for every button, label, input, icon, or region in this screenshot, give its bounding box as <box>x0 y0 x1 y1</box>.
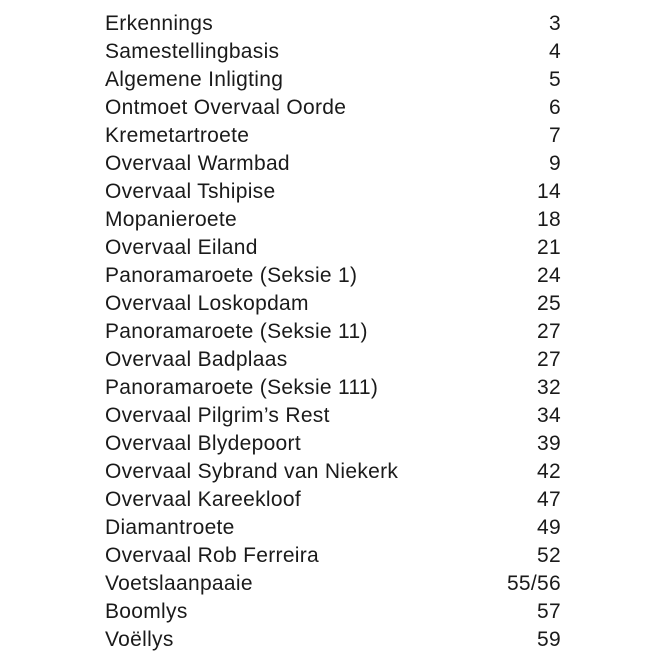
toc-entry-page: 6 <box>549 96 561 119</box>
toc-entry <box>105 234 565 262</box>
toc-entry-title: Voëllys <box>105 628 174 651</box>
toc-entry <box>105 94 565 122</box>
toc-entry <box>105 346 565 374</box>
toc-entry-title: Algemene Inligting <box>105 68 284 91</box>
toc-entry-page: 42 <box>537 460 561 483</box>
toc-entry-title: Ontmoet Overvaal Oorde <box>105 96 347 119</box>
toc-entry <box>105 262 565 290</box>
toc-entry <box>105 206 565 234</box>
toc-entry <box>105 402 565 430</box>
toc-entry-page: 32 <box>537 376 561 399</box>
toc-entry <box>105 290 565 318</box>
toc-entry-page: 47 <box>537 488 561 511</box>
toc-entry-page: 49 <box>537 516 561 539</box>
toc-entry <box>105 374 565 402</box>
toc-entry-page: 18 <box>537 208 561 231</box>
toc-entry-title: Voetslaanpaaie <box>105 572 253 595</box>
toc-entry-title: Panoramaroete (Seksie 1) <box>105 264 358 287</box>
toc-entry-page: 24 <box>537 264 561 287</box>
toc-entry <box>105 66 565 94</box>
table-of-contents <box>105 10 565 654</box>
toc-entry-title: Overvaal Warmbad <box>105 152 290 175</box>
toc-entry <box>105 542 565 570</box>
toc-entry-page: 27 <box>537 320 561 343</box>
toc-entry-title: Overvaal Pilgrim’s Rest <box>105 404 330 427</box>
toc-entry-title: Panoramaroete (Seksie 11) <box>105 320 368 343</box>
toc-entry <box>105 458 565 486</box>
toc-entry <box>105 598 565 626</box>
toc-entry-title: Overvaal Loskopdam <box>105 292 309 315</box>
toc-entry <box>105 178 565 206</box>
toc-entry <box>105 38 565 66</box>
toc-entry-title: Boomlys <box>105 600 188 623</box>
toc-entry-page: 3 <box>549 12 561 35</box>
toc-entry-page: 52 <box>537 544 561 567</box>
toc-entry-title: Diamantroete <box>105 516 235 539</box>
toc-entry-title: Panoramaroete (Seksie 111) <box>105 376 379 399</box>
toc-entry-title: Overvaal Kareekloof <box>105 488 301 511</box>
toc-entry-title: Overvaal Rob Ferreira <box>105 544 320 567</box>
toc-entry <box>105 10 565 38</box>
toc-entry-title: Mopanieroete <box>105 208 238 231</box>
toc-entry-page: 4 <box>549 40 561 63</box>
toc-entry <box>105 150 565 178</box>
toc-entry-page: 34 <box>537 404 561 427</box>
toc-entry-title: Overvaal Tshipise <box>105 180 276 203</box>
toc-entry-page: 25 <box>537 292 561 315</box>
toc-entry-page: 21 <box>537 236 561 259</box>
toc-entry-title: Overvaal Blydepoort <box>105 432 301 455</box>
toc-entry-page: 27 <box>537 348 561 371</box>
toc-entry-title: Samestellingbasis <box>105 40 280 63</box>
toc-entry-title: Overvaal Badplaas <box>105 348 288 371</box>
toc-entry-page: 59 <box>537 628 561 651</box>
toc-entry-page: 39 <box>537 432 561 455</box>
toc-entry-title: Overvaal Eiland <box>105 236 258 259</box>
toc-entry-title: Erkennings <box>105 12 214 35</box>
toc-entry-page: 57 <box>537 600 561 623</box>
toc-entry <box>105 430 565 458</box>
toc-entry-page: 55/56 <box>506 572 561 595</box>
toc-entry <box>105 626 565 654</box>
toc-entry-title: Overvaal Sybrand van Niekerk <box>105 460 399 483</box>
toc-entry-title: Kremetartroete <box>105 124 250 147</box>
toc-entry-page: 5 <box>549 68 561 91</box>
toc-entry-page: 7 <box>549 124 561 147</box>
toc-entry <box>105 122 565 150</box>
toc-entry <box>105 514 565 542</box>
toc-entry-page: 14 <box>537 180 561 203</box>
toc-entry <box>105 486 565 514</box>
toc-entry <box>105 570 565 598</box>
toc-entry-page: 9 <box>549 152 561 175</box>
toc-entry <box>105 318 565 346</box>
